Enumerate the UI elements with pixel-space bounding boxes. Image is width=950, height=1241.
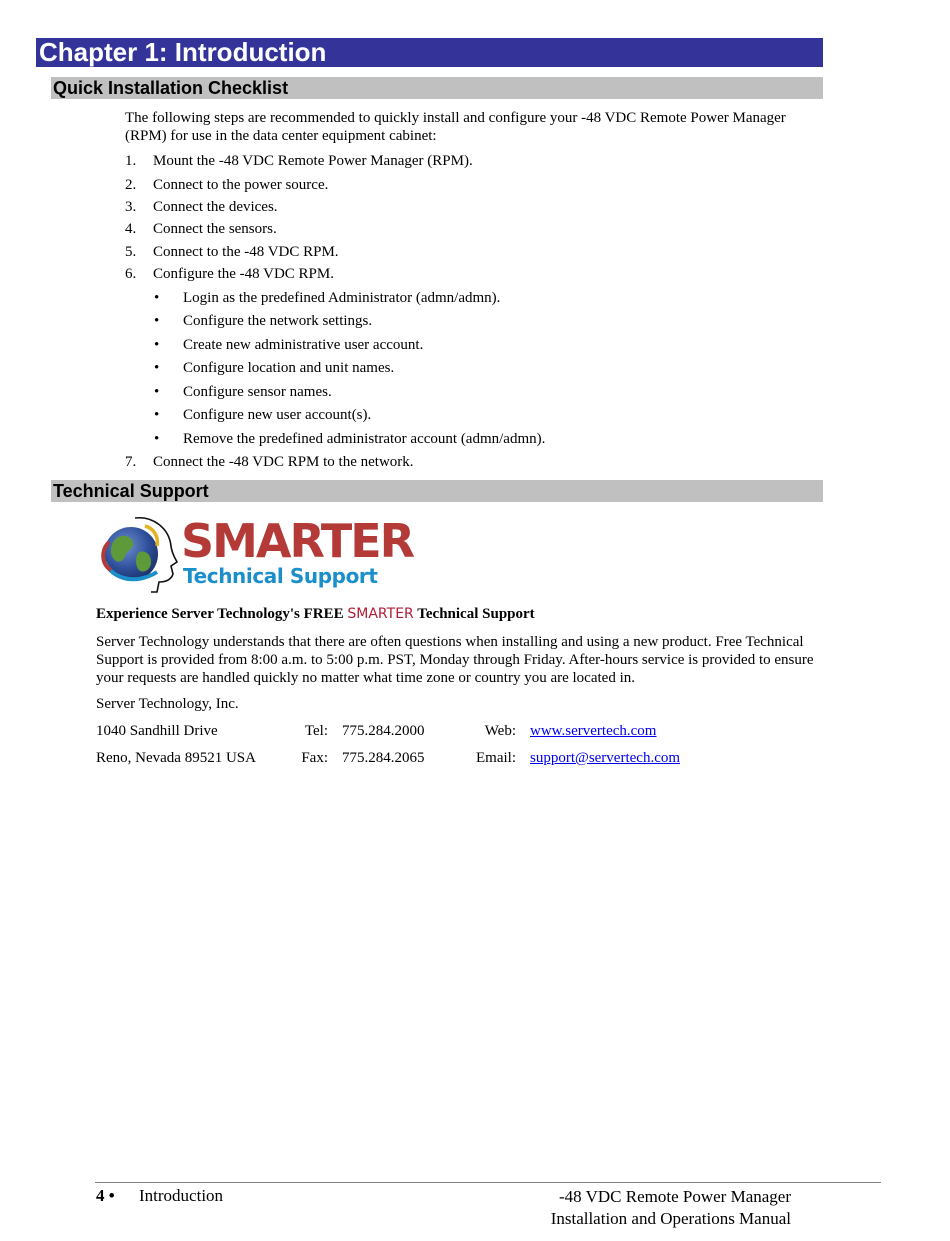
- web-label: Web:: [484, 723, 516, 739]
- email-label: Email:: [476, 750, 516, 766]
- sub-step-text: Create new administrative user account.: [183, 337, 424, 353]
- smarter-logo: [95, 512, 414, 596]
- step-number: 1.: [125, 153, 137, 169]
- checklist-intro: The following steps are recommended to quickly install and configure your -48 VDC Remote Power Manager (RPM) for use in the data center equipment cabinet:: [125, 110, 786, 144]
- bullet: •: [154, 313, 160, 329]
- email-link[interactable]: support@servertech.com: [530, 750, 681, 766]
- step-number: 2.: [125, 177, 137, 193]
- sub-step-text: Configure sensor names.: [183, 384, 332, 400]
- step-text: Connect the -48 VDC RPM to the network.: [153, 454, 414, 470]
- sub-step-text: Configure new user account(s).: [183, 407, 372, 423]
- checklist-heading: Quick Installation Checklist: [51, 77, 823, 99]
- footer-section-name: Introduction: [139, 1186, 224, 1205]
- footer-divider: [95, 1182, 881, 1183]
- sub-step-text: Configure the network settings.: [183, 313, 373, 329]
- bullet: •: [154, 337, 160, 353]
- step-text: Mount the -48 VDC Remote Power Manager (RPM).: [153, 153, 473, 169]
- step-number: 3.: [125, 199, 137, 215]
- step-text: Connect to the -48 VDC RPM.: [153, 244, 339, 260]
- step-number: 7.: [125, 454, 137, 470]
- step-number: 6.: [125, 266, 137, 282]
- step-number: 5.: [125, 244, 137, 260]
- step-text: Connect to the power source.: [153, 177, 329, 193]
- footer-page-number: 4 •: [96, 1186, 115, 1205]
- globe-head-icon: [95, 512, 179, 596]
- step-text: Connect the sensors.: [153, 221, 277, 237]
- web-link[interactable]: www.servertech.com: [530, 723, 657, 739]
- tagline-post: Technical Support: [413, 606, 535, 622]
- tel-value: 775.284.2000: [342, 723, 425, 739]
- logo-word-smarter: SMARTER: [181, 514, 414, 568]
- bullet: •: [154, 360, 160, 376]
- support-tagline: [96, 605, 535, 623]
- footer-document-title: [551, 1186, 791, 1230]
- technical-support-heading: Technical Support: [51, 480, 823, 502]
- company-name: Server Technology, Inc.: [96, 696, 239, 712]
- footer-title-line-1: -48 VDC Remote Power Manager: [559, 1187, 791, 1206]
- chapter-title: Chapter 1: Introduction: [36, 38, 823, 67]
- bullet: •: [154, 384, 160, 400]
- address-line-1: 1040 Sandhill Drive: [96, 723, 218, 739]
- logo-word-technical-support: Technical Support: [183, 564, 378, 588]
- tagline-pre: Experience Server Technology's FREE: [96, 606, 348, 622]
- fax-value: 775.284.2065: [342, 750, 425, 766]
- sub-step-text: Login as the predefined Administrator (admn/admn).: [183, 290, 501, 306]
- step-text: Configure the -48 VDC RPM.: [153, 266, 334, 282]
- tel-label: Tel:: [304, 723, 328, 739]
- fax-label: Fax:: [301, 750, 328, 766]
- bullet: •: [154, 290, 160, 306]
- bullet: •: [154, 431, 160, 447]
- step-text: Connect the devices.: [153, 199, 278, 215]
- sub-step-text: Configure location and unit names.: [183, 360, 395, 376]
- address-line-2: Reno, Nevada 89521 USA: [96, 750, 256, 766]
- tagline-smarter: SMARTER: [347, 606, 414, 622]
- support-paragraph: Server Technology understands that there are often questions when installing and using a new product. Free Technical Support is provided from 8:00 a.m. to 5:00 p.m. PST, Monday through Friday. After-hours service is provided to ensure your requests are handled quickly no matter what time zone or country you are located in.: [96, 634, 814, 686]
- footer-title-line-2: Installation and Operations Manual: [550, 1209, 791, 1228]
- bullet: •: [154, 407, 160, 423]
- step-number: 4.: [125, 221, 137, 237]
- sub-step-text: Remove the predefined administrator account (admn/admn).: [183, 431, 546, 447]
